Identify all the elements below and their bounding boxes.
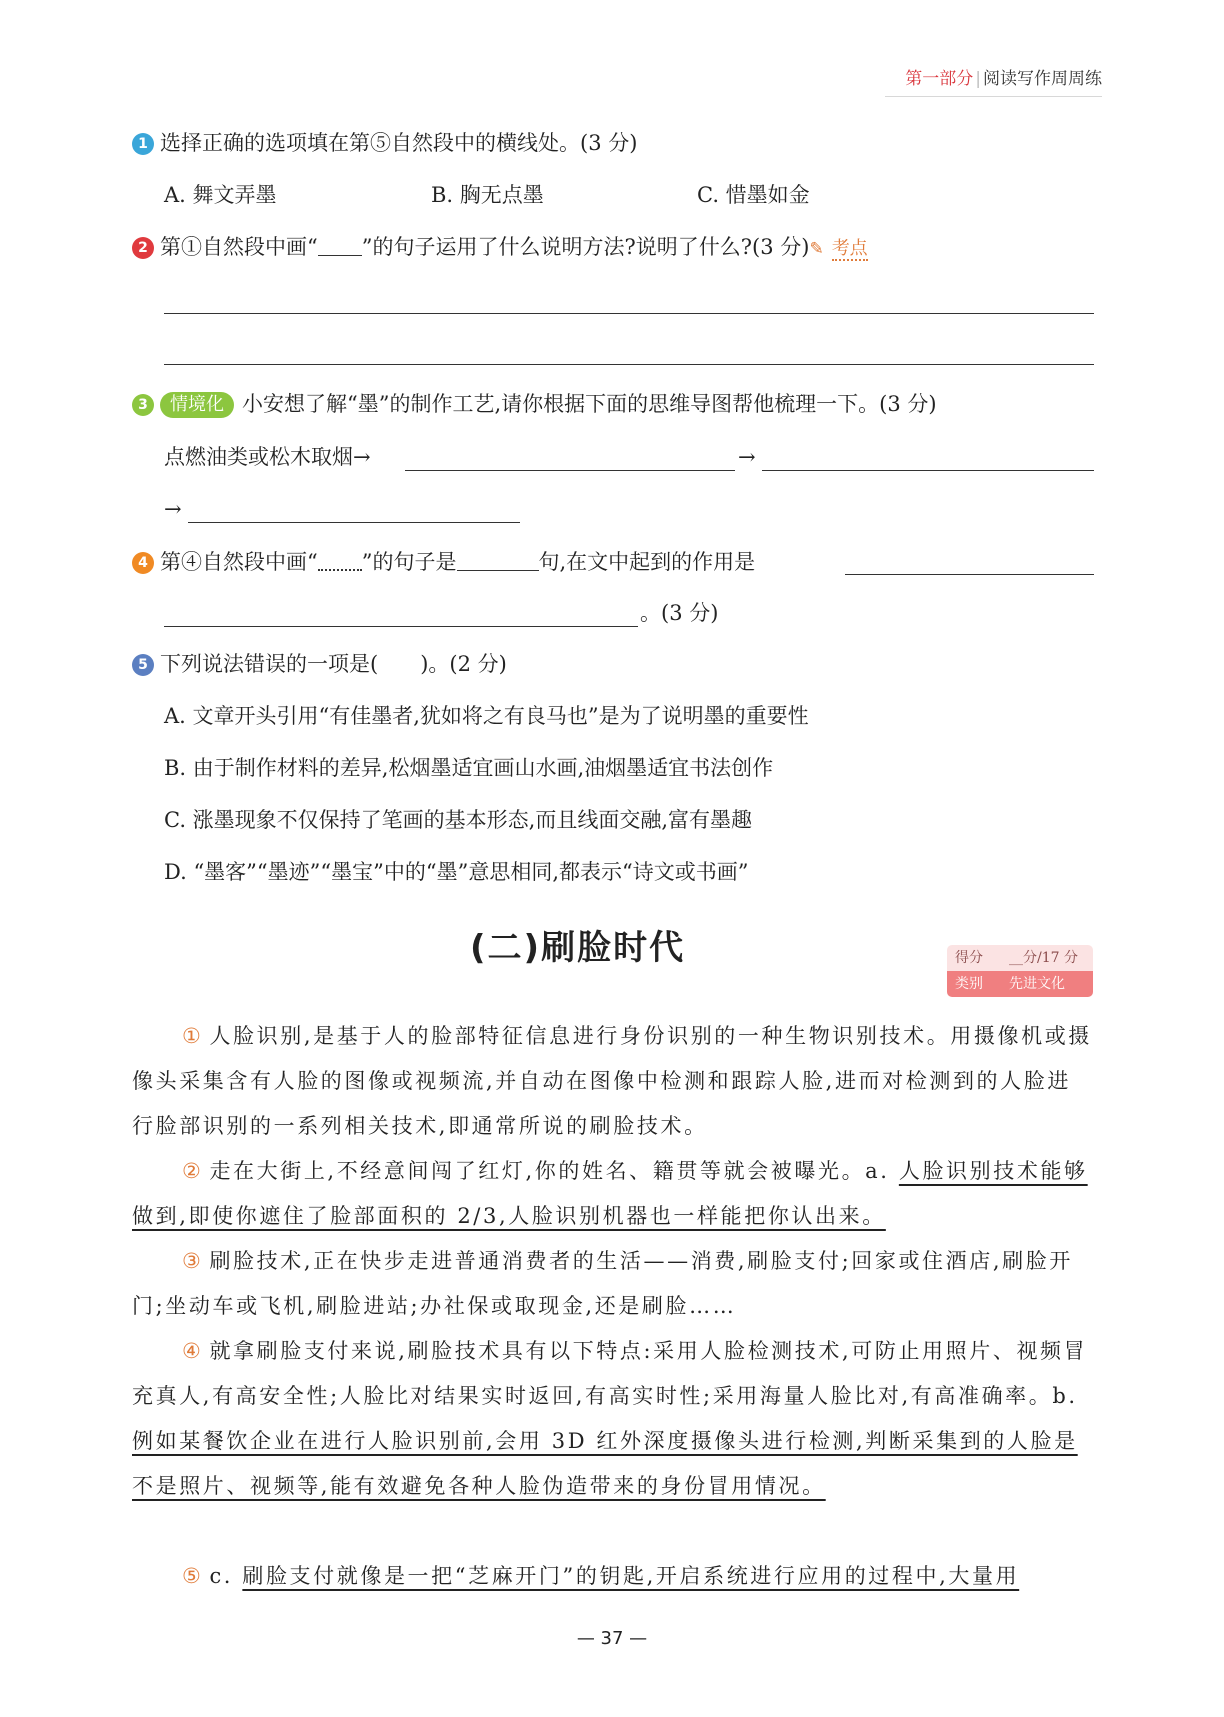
paragraph-2 <box>132 1149 1094 1239</box>
category-value: 先进文化 <box>1009 976 1065 992</box>
score-label: 得分 <box>955 950 983 966</box>
q5-option-d: D. “墨客”“墨迹”“墨宝”中的“墨”意思相同,都表示“诗文或书画” <box>164 860 749 884</box>
answer-line[interactable] <box>164 313 1094 314</box>
question-4-end: 。(3 分) <box>640 601 719 625</box>
paragraph-number: ③ <box>182 1249 204 1273</box>
mindmap-row-1 <box>164 442 371 472</box>
page-header <box>880 64 1102 90</box>
context-tag: 情境化 <box>160 392 234 418</box>
header-title: 阅读写作周周练 <box>983 69 1102 89</box>
question-2-text-a: 第①自然段中画“ <box>160 235 318 259</box>
paragraph-1-text: 人脸识别,是基于人的脸部特征信息进行身份识别的一种生物识别技术。用摄像机或摄像头采集含有人脸的图像或视频流,并自动在图像中检测和跟踪人脸,进而对检测到的人脸进行脸部识别的一系列相关技术,即通常所说的刷脸技术。 <box>132 1024 1092 1138</box>
question-number-1: 1 <box>132 133 154 155</box>
question-5 <box>132 649 507 679</box>
question-1 <box>132 128 637 158</box>
question-number-3: 3 <box>132 394 154 416</box>
pencil-icon: ✎ <box>809 239 824 259</box>
answer-line[interactable] <box>188 522 520 523</box>
wavy-underline-marker <box>318 551 362 571</box>
paragraph-1 <box>132 1014 1094 1149</box>
underlined-sentence-b: 例如某餐饮企业在进行人脸识别前,会用 3D 红外深度摄像头进行检测,判断采集到的人脸是不是照片、视频等,能有效避免各种人脸伪造带来的身份冒用情况。 <box>132 1429 1078 1498</box>
question-number-4: 4 <box>132 552 154 574</box>
question-number-5: 5 <box>132 654 154 676</box>
question-4 <box>132 547 755 577</box>
question-1-text: 选择正确的选项填在第⑤自然段中的横线处。(3 分) <box>160 131 638 155</box>
paragraph-5 <box>132 1554 1094 1599</box>
category-label: 类别 <box>955 976 983 992</box>
q5-option-c: C. 涨墨现象不仅保持了笔画的基本形态,而且线面交融,富有墨趣 <box>164 808 753 832</box>
paragraph-4 <box>132 1329 1094 1509</box>
answer-line[interactable] <box>405 470 735 471</box>
score-box <box>947 945 1093 997</box>
header-separator: | <box>975 69 981 89</box>
paragraph-4-text: 就拿刷脸支付来说,刷脸技术具有以下特点:采用人脸检测技术,可防止用照片、视频冒充真人,有高安全性;人脸比对结果实时返回,有高实时性;采用海量人脸比对,有高准确率。b. <box>132 1339 1088 1408</box>
paragraph-3-text: 刷脸技术,正在快步走进普通消费者的生活——消费,刷脸支付;回家或住酒店,刷脸开门;坐动车或飞机,刷脸进站;办社保或取现金,还是刷脸…… <box>132 1249 1073 1318</box>
answer-line[interactable] <box>164 626 638 627</box>
answer-line[interactable] <box>762 470 1094 471</box>
paragraph-5-text: c. <box>209 1564 243 1588</box>
paragraph-2-text: 走在大街上,不经意间闯了红灯,你的姓名、籍贯等就会被曝光。a. <box>209 1159 899 1183</box>
underlined-sentence-a: 人脸识别技术能够做到,即使你遮住了脸部面积的 2/3,人脸识别机器也一样能把你认出来。 <box>132 1159 1088 1228</box>
question-number-2: 2 <box>132 237 154 259</box>
q5-option-b: B. 由于制作材料的差异,松烟墨适宜画山水画,油烟墨适宜书法创作 <box>164 756 774 780</box>
answer-line[interactable] <box>164 364 1094 365</box>
answer-line[interactable] <box>845 574 1094 575</box>
mindmap-start: 点燃油类或松木取烟 <box>164 445 353 469</box>
q1-option-c: C. 惜墨如金 <box>697 183 810 207</box>
question-5-text: 下列说法错误的一项是( )。(2 分) <box>160 652 507 676</box>
score-row <box>947 945 1093 971</box>
paragraph-number: ② <box>182 1159 204 1183</box>
underlined-sentence-c: 刷脸支付就像是一把“芝麻开门”的钥匙,开启系统进行应用的过程中,大量用 <box>242 1564 1020 1588</box>
arrow-icon: → <box>738 445 756 469</box>
arrow-icon: → <box>353 445 371 469</box>
question-4-text-c: 句,在文中起到的作用是 <box>538 550 756 574</box>
question-4-text-b: ”的句子是 <box>361 550 457 574</box>
section-title: (二)刷脸时代 <box>470 928 686 968</box>
paragraph-number: ① <box>182 1024 204 1048</box>
paragraph-number: ④ <box>182 1339 204 1363</box>
q1-option-b: B. 胸无点墨 <box>431 183 544 207</box>
kaodian-label: 考点 <box>831 238 868 259</box>
q5-option-a: A. 文章开头引用“有佳墨者,犹如将之有良马也”是为了说明墨的重要性 <box>164 704 809 728</box>
page-number: — 37 — <box>576 1628 648 1649</box>
header-divider <box>885 96 1102 97</box>
arrow-icon: → <box>164 497 182 521</box>
question-3 <box>132 389 937 419</box>
answer-blank[interactable] <box>457 552 539 571</box>
underline-marker <box>318 237 362 256</box>
question-2 <box>132 232 868 264</box>
paragraph-number: ⑤ <box>182 1564 204 1588</box>
category-row <box>947 971 1093 997</box>
q1-option-a: A. 舞文弄墨 <box>164 183 277 207</box>
score-value: __分/17 分 <box>1009 950 1078 966</box>
header-part: 第一部分 <box>905 69 974 89</box>
paragraph-3 <box>132 1239 1094 1329</box>
question-3-text: 小安想了解“墨”的制作工艺,请你根据下面的思维导图帮他梳理一下。(3 分) <box>242 392 937 416</box>
question-2-text-b: ”的句子运用了什么说明方法?说明了什么?(3 分) <box>361 235 810 259</box>
question-4-text-a: 第④自然段中画“ <box>160 550 318 574</box>
